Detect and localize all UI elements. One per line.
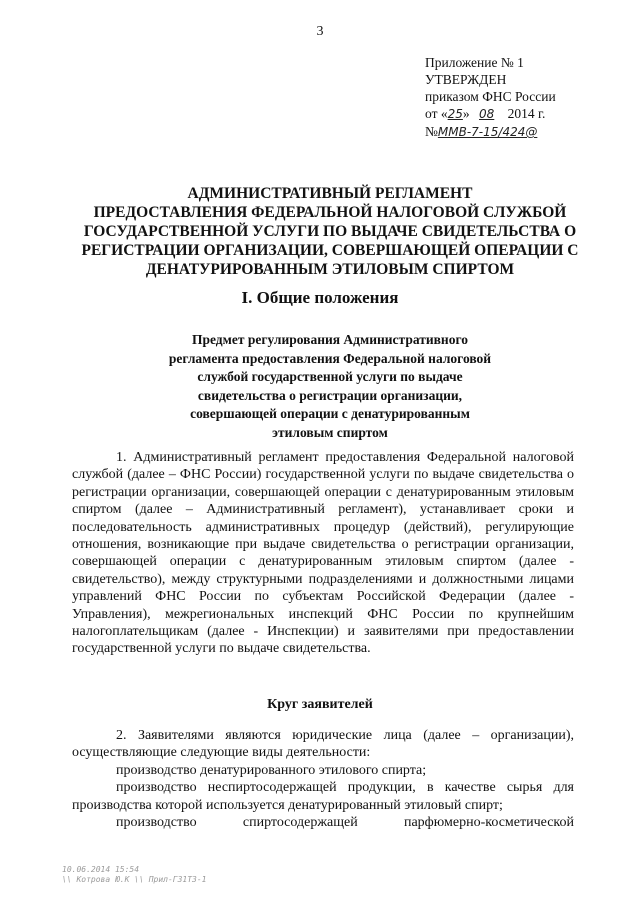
subject-heading (150, 331, 510, 442)
page-number: 3 (316, 24, 324, 39)
stamp-line-2: \\ Котрова Ю.К \\ Прил-ГЗ1Т3-1 (62, 875, 207, 884)
approval-approved: УТВЕРЖДЕН (425, 72, 507, 87)
stamp-line-1: 10.06.2014 15:54 (62, 865, 140, 874)
approval-appendix: Приложение № 1 (425, 55, 524, 70)
paragraph-2-item-3: производство спиртосодержащей парфюмерно-косметической (116, 815, 574, 831)
date-prefix: от « (425, 106, 448, 121)
subject-line-2: регламента предоставления Федеральной налоговой (168, 350, 492, 366)
date-month: 08 (479, 107, 495, 121)
approval-number (425, 123, 556, 141)
subject-line-5: совершающей операции с денатурированным (190, 406, 470, 421)
paragraph-2-item-2: производство неспиртосодержащей продукции, в качестве сырья для производства которой используется денатурированный этиловый спирт; (72, 780, 574, 813)
approval-block (425, 54, 556, 141)
title-line-4: РЕГИСТРАЦИИ ОРГАНИЗАЦИИ, СОВЕРШАЮЩЕЙ ОПЕРАЦИИ С (81, 242, 579, 259)
paragraph-1 (72, 449, 574, 658)
subject-line-3: службой государственной услуги по выдаче (197, 369, 463, 384)
number-value: ММВ-7-15/424@ (437, 125, 538, 139)
subject-line-4: свидетельства о регистрации организации, (197, 387, 463, 403)
subject-line-1: Предмет регулирования Административного (191, 332, 469, 347)
paragraph-2-item-1: производство денатурированного этилового спирта; (116, 762, 427, 778)
applicants-heading: Круг заявителей (267, 697, 373, 712)
date-year: 2014 г. (507, 106, 546, 121)
approval-date (425, 105, 556, 123)
approval-order: приказом ФНС России (425, 89, 556, 104)
date-day: 25 (447, 107, 463, 121)
number-prefix: № (425, 124, 438, 139)
paragraph-2-intro: 2. Заявителями являются юридические лица (далее – организации), осуществляющие следующие виды деятельности: (72, 728, 574, 761)
section-heading: I. Общие положения (241, 288, 399, 307)
paragraph-2 (72, 727, 574, 831)
title-line-1: АДМИНИСТРАТИВНЫЙ РЕГЛАМЕНТ (187, 185, 473, 202)
print-stamp (62, 865, 207, 885)
paragraph-1-text: 1. Административный регламент предоставления Федеральной налоговой службой (далее – ФНС России) государственной услуги по выдаче свидетельства о регистрации организации, совершающей операции с денатурированным этиловым спиртом (далее – Административный регламент), устанавливает сроки и последовательность административных процедур (действий), регулирующие отношения, возникающие при выдаче свидетельства о регистрации организации, совершающей операции с денатурированным этиловым спиртом (далее - свидетельство), между структурными подразделениями и должностными лицами управлений ФНС России по субъектам Российской Федерации (далее - Управления), межрегиональных инспекций ФНС России по крупнейшим налогоплательщикам (далее - Инспекции) и заявителями при предоставлении государственной услуги по выдаче свидетельства. (72, 450, 574, 657)
date-mid: » (462, 106, 470, 121)
title-line-2: ПРЕДОСТАВЛЕНИЯ ФЕДЕРАЛЬНОЙ НАЛОГОВОЙ СЛУЖБОЙ (93, 204, 567, 221)
document-title (60, 184, 600, 279)
title-line-3: ГОСУДАРСТВЕННОЙ УСЛУГИ ПО ВЫДАЧЕ СВИДЕТЕЛЬСТВА О (83, 223, 577, 240)
title-line-5: ДЕНАТУРИРОВАННЫМ ЭТИЛОВЫМ СПИРТОМ (145, 261, 515, 278)
subject-line-6: этиловым спиртом (272, 424, 388, 440)
